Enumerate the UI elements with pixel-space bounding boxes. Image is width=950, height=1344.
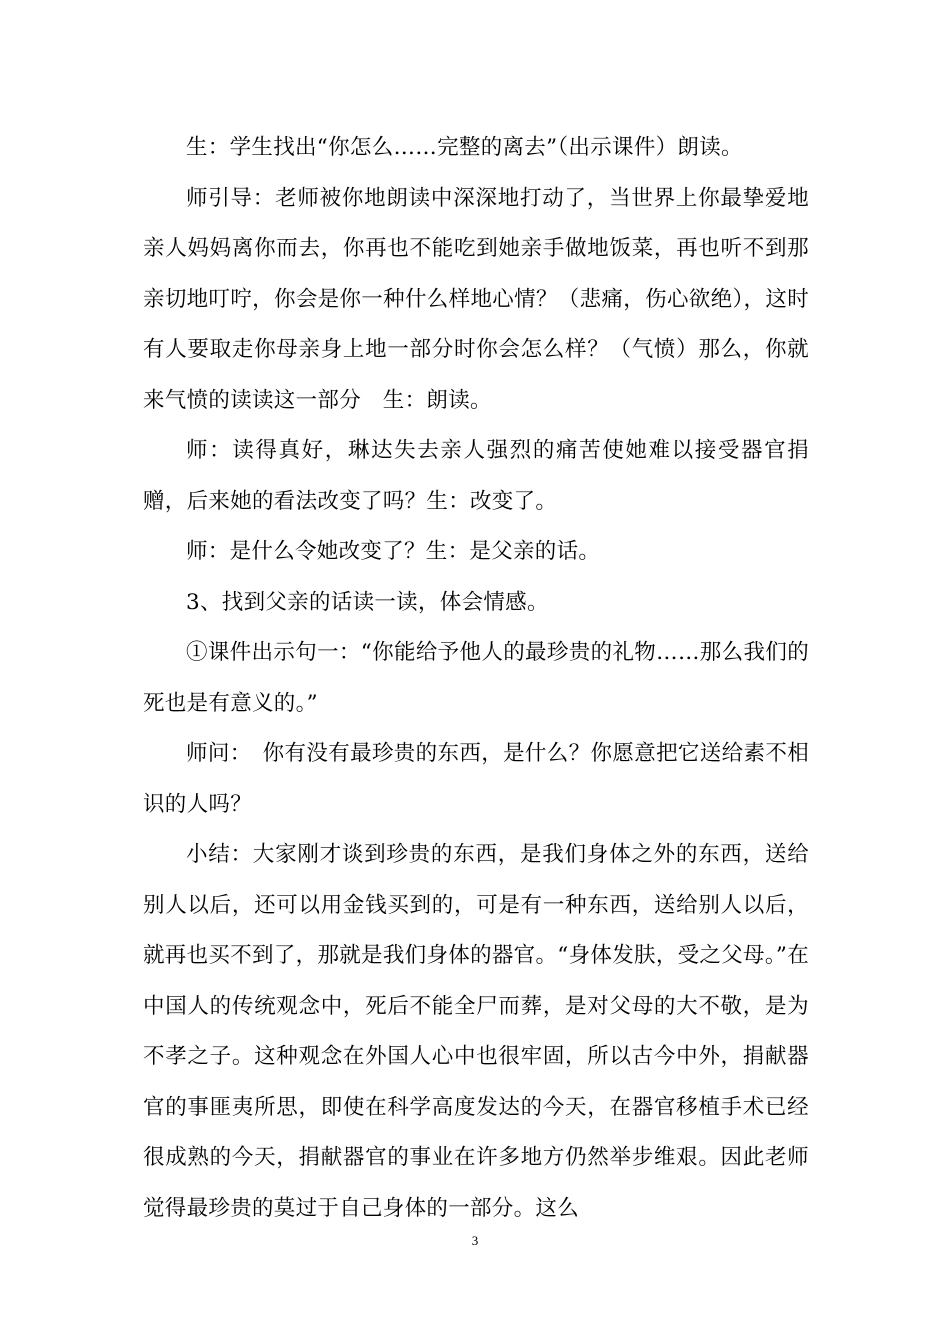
paragraph-teacher-guide: 师引导：老师被你地朗读中深深地打动了，当世界上你最挚爱地亲人妈妈离你而去，你再也不能吃到她亲手做地饭菜，再也听不到那亲切地叮咛，你会是你一种什么样地心情？（悲痛，伤心欲绝），这时有人要取走你母亲身上地一部分时你会怎么样？（气愤）那么，你就来气愤的读读这一部分 生：朗读。 bbox=[143, 185, 809, 413]
paragraph-summary: 小结：大家刚才谈到珍贵的东西，是我们身体之外的东西，送给别人以后，还可以用金钱买到的，可是有一种东西，送给别人以后，就再也买不到了，那就是我们身体的器官。“身体发肤，受之父母。”在中国人的传统观念中，死后不能全尸而葬，是对父母的大不敬，是为不孝之子。这种观念在外国人心中也很牢固，所以古今中外，捐献器官的事匪夷所思，即使在科学高度发达的今天，在器官移植手术已经很成熟的今天，捐献器官的事业在许多地方仍然举步维艰。因此老师觉得最珍贵的莫过于自己身体的一部分。这么 bbox=[143, 842, 809, 1221]
paragraph-teacher-praise: 师：读得真好，琳达失去亲人强烈的痛苦使她难以接受器官捐赠，后来她的看法改变了吗？生：改变了。 bbox=[143, 438, 809, 514]
paragraph-step-3: 3、找到父亲的话读一读，体会情感。 bbox=[186, 589, 549, 615]
paragraph-student-reads: 生：学生找出“你怎么……完整的离去”（出示课件）朗读。 bbox=[186, 135, 743, 160]
paragraph-teacher-asks: 师问： 你有没有最珍贵的东西，是什么？你愿意把它送给素不相识的人吗？ bbox=[143, 741, 809, 817]
paragraph-sentence-one: ①课件出示句一：“你能给予他人的最珍贵的礼物……那么我们的死也是有意义的。” bbox=[143, 640, 809, 716]
body-text bbox=[143, 123, 809, 1234]
page-number: 3 bbox=[471, 1233, 479, 1248]
paragraph-teacher-question: 师：是什么令她改变了？生：是父亲的话。 bbox=[186, 539, 601, 564]
